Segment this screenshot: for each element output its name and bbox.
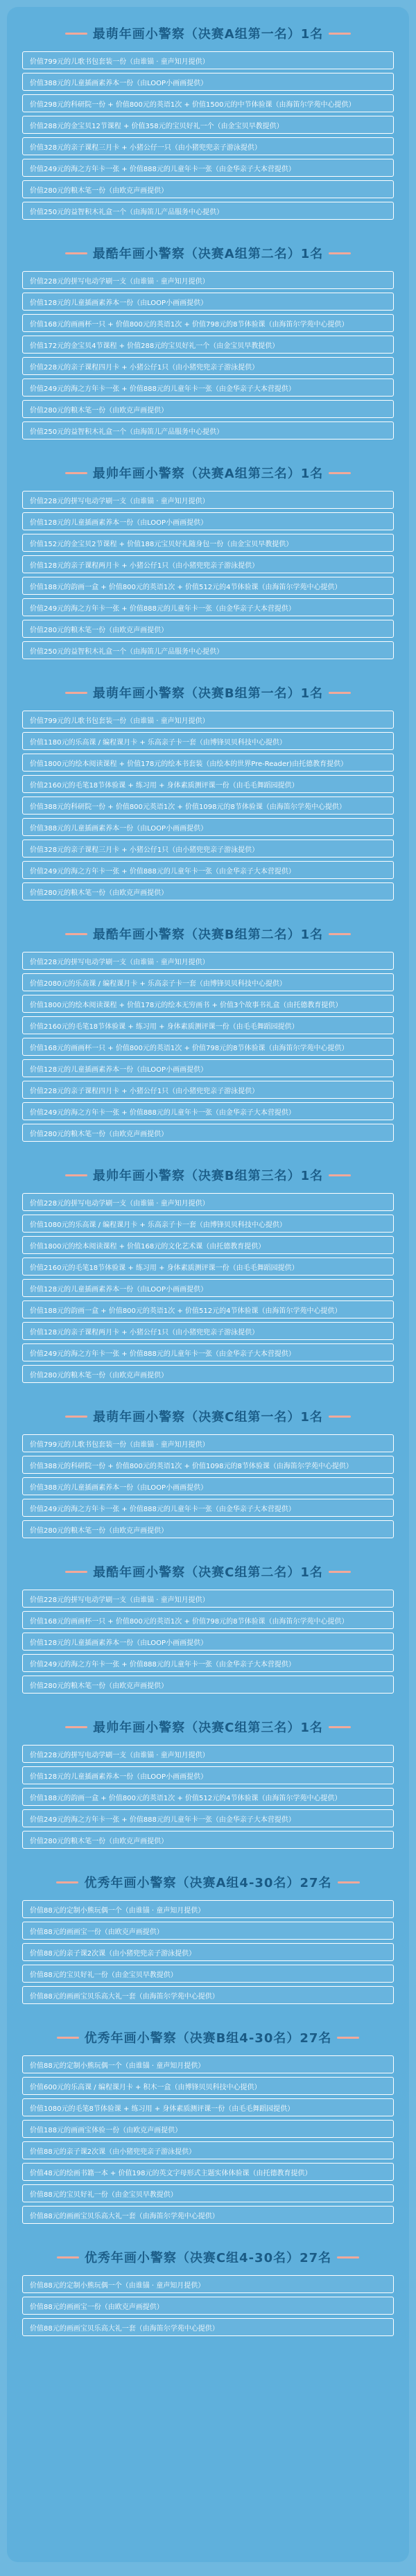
section-gap: [15, 1694, 401, 1709]
prize-item: 价值280元的粮木笔一份（由欧克声画提供）: [22, 620, 394, 638]
prize-item: 价值168元的画画杯一只 + 价值800元的英语1次 + 价值798元的8节体验课（由海笛尔学苑中心提供）: [22, 1611, 394, 1629]
prize-item: 价值228元的拼写电动学刷一支（由谁锚 · 童声知月提供）: [22, 1745, 394, 1763]
section-gap: [15, 1849, 401, 1864]
section-title-row: [15, 1157, 401, 1193]
prize-item: 价值2080元的乐高课 / 编程课月卡 + 乐高亲子卡一套（由博锋贝贝科技中心提供）: [22, 973, 394, 991]
prize-item: 价值288元的金宝贝12节课程 + 价值358元的宝贝好礼一个（由金宝贝早教提供）: [22, 116, 394, 134]
section-title-row: [15, 1554, 401, 1590]
prize-section: [15, 1157, 401, 1398]
prize-items-list: [15, 51, 401, 220]
prize-item: 价值128元的儿童插画素养本一份（由LOOP小画画提供）: [22, 1279, 394, 1297]
section-title: 最萌年画小警察（决赛B组第一名）1名: [92, 686, 324, 701]
prize-item: 价值250元的益智积木礼盒一个（由海笛儿产品服务中心提供）: [22, 421, 394, 440]
title-divider-left: [65, 1416, 87, 1418]
prize-item: 价值388元的儿童插画素养本一份（由LOOP小画画提供）: [22, 73, 394, 91]
prize-items-list: [15, 1900, 401, 2004]
title-divider-left: [65, 692, 87, 694]
prize-item: 价值1080元的毛笔8节体验课 + 练习用 + 身体素质测评课一份（由毛毛舞蹈园提供）: [22, 2098, 394, 2116]
prize-item: 价值188元的韵画一盒 + 价值800元的英语1次 + 价值512元的4节体验课（由海笛尔学苑中心提供）: [22, 1788, 394, 1806]
prize-item: 价值88元的亲子课2次课（由小猪兜兜亲子游泳提供）: [22, 2141, 394, 2159]
section-title-row: [15, 1398, 401, 1434]
section-title: 最萌年画小警察（决赛C组第一名）1名: [93, 1410, 323, 1425]
section-gap: [15, 220, 401, 235]
section-title: 最帅年画小警察（决赛B组第三名）1名: [92, 1169, 324, 1183]
prize-item: 价值249元的海之方年卡一张 + 价值888元的儿童年卡一张（由金华亲子大本营提供）: [22, 159, 394, 177]
prize-item: 价值88元的画画宝一份（由欧克声画提供）: [22, 2297, 394, 2315]
prize-items-list: [15, 1745, 401, 1849]
section-title: 最帅年画小警察（决赛C组第三名）1名: [93, 1721, 323, 1735]
prize-item: 价值188元的韵画一盒 + 价值800元的英语1次 + 价值512元的4节体验课（由海笛尔学苑中心提供）: [22, 1300, 394, 1319]
section-title-row: [15, 2239, 401, 2275]
prize-item: 价值249元的海之方年卡一张 + 价值888元的儿童年卡一张（由金华亲子大本营提供）: [22, 1343, 394, 1361]
title-divider-right: [337, 2256, 359, 2259]
prize-items-list: [15, 2055, 401, 2224]
prize-item: 价值249元的海之方年卡一张 + 价值888元的儿童年卡一张（由金华亲子大本营提供）: [22, 1499, 394, 1517]
section-gap: [15, 659, 401, 675]
prize-item: 价值249元的海之方年卡一张 + 价值888元的儿童年卡一张（由金华亲子大本营提供）: [22, 861, 394, 879]
prize-item: 价值250元的益智积木礼盒一个（由海笛儿产品服务中心提供）: [22, 202, 394, 220]
section-title-row: [15, 15, 401, 51]
prize-item: 价值298元的科研院一份 + 价值800元的英语1次 + 价值1500元的中节体验课（由海笛尔学苑中心提供）: [22, 94, 394, 112]
section-gap: [15, 440, 401, 455]
prize-item: 价值88元的画画宝贝乐高大礼一套（由海笛尔学苑中心提供）: [22, 1986, 394, 2004]
prize-item: 价值1080元的乐高课 / 编程课月卡 + 乐高亲子卡一套（由博锋贝贝科技中心提供）: [22, 1215, 394, 1233]
prize-item: 价值249元的海之方年卡一张 + 价值888元的儿童年卡一张（由金华亲子大本营提供）: [22, 1102, 394, 1120]
prize-item: 价值328元的亲子课程三月卡 + 小猪公仔一只（由小猪兜兜亲子游泳提供）: [22, 137, 394, 155]
prize-item: 价值799元的儿歌书包套装一份（由谁锚 · 童声知月提供）: [22, 711, 394, 729]
section-gap: [15, 1142, 401, 1157]
title-divider-left: [57, 2037, 79, 2039]
prize-section: [15, 2019, 401, 2239]
prize-item: 价值88元的画画宝一份（由欧克声画提供）: [22, 1922, 394, 1940]
prize-item: 价值172元的金宝贝4节课程 + 价值288元的宝贝好礼一个（由金宝贝早教提供）: [22, 336, 394, 354]
title-divider-left: [65, 1174, 87, 1176]
title-divider-left: [65, 252, 87, 254]
prize-section: [15, 1864, 401, 2019]
prize-list-panel: [7, 7, 409, 2562]
prize-item: 价值1180元的乐高课 / 编程课月卡 + 乐高亲子卡一套（由博锋贝贝科技中心提供）: [22, 732, 394, 750]
prize-items-list: [15, 491, 401, 659]
section-title-row: [15, 1709, 401, 1745]
prize-item: 价值799元的儿歌书包套装一份（由谁锚 · 童声知月提供）: [22, 1434, 394, 1452]
section-title: 最帅年画小警察（决赛A组第三名）1名: [92, 467, 324, 481]
prize-item: 价值1800元的绘本阅读课程 + 价值178元的绘本无穷画书 + 价值3个故事书礼盒（由托德教育提供）: [22, 995, 394, 1013]
prize-item: 价值600元的乐高课 / 编程课月卡 + 积木一盒（由博锋贝贝科技中心提供）: [22, 2077, 394, 2095]
prize-section: [15, 2239, 401, 2351]
title-divider-right: [329, 252, 351, 254]
prize-item: 价值388元的科研院一份 + 价值800元的英语1次 + 价值1098元的8节体验课（由海笛尔学苑中心提供）: [22, 1456, 394, 1474]
prize-items-list: [15, 1193, 401, 1383]
section-gap: [15, 2336, 401, 2351]
section-title: 优秀年画小警察（决赛A组4-30名）27名: [84, 1876, 332, 1890]
prize-item: 价值249元的海之方年卡一张 + 价值888元的儿童年卡一张（由金华亲子大本营提供）: [22, 1654, 394, 1672]
prize-item: 价值188元的画画宝体验一份（由欧克声画提供）: [22, 2120, 394, 2138]
section-gap: [15, 2004, 401, 2019]
prize-item: 价值88元的宝贝好礼一份（由金宝贝早教提供）: [22, 2184, 394, 2202]
section-title-row: [15, 675, 401, 711]
prize-item: 价值280元的粮木笔一份（由欧克声画提供）: [22, 1676, 394, 1694]
title-divider-right: [337, 2037, 359, 2039]
prize-item: 价值250元的益智积木礼盒一个（由海笛儿产品服务中心提供）: [22, 641, 394, 659]
prize-items-list: [15, 1434, 401, 1538]
prize-item: 价值88元的亲子课2次课（由小猪兜兜亲子游泳提供）: [22, 1943, 394, 1961]
prize-item: 价值388元的儿童插画素养本一份（由LOOP小画画提供）: [22, 818, 394, 836]
prize-item: 价值2160元的毛笔18节体验课 + 练习用 + 身体素质测评课一份（由毛毛舞蹈园提供）: [22, 1257, 394, 1276]
section-title-row: [15, 2019, 401, 2055]
title-divider-right: [329, 1571, 351, 1573]
prize-items-list: [15, 2275, 401, 2336]
prize-item: 价值128元的儿童插画素养本一份（由LOOP小画画提供）: [22, 1633, 394, 1651]
prize-item: 价值228元的拼写电动学刷一支（由谁锚 · 童声知月提供）: [22, 1193, 394, 1211]
prize-item: 价值88元的宝贝好礼一份（由金宝贝早教提供）: [22, 1965, 394, 1983]
prize-item: 价值388元的科研院一份 + 价值800元英语1次 + 价值1098元的8节体验课（由海笛尔学苑中心提供）: [22, 797, 394, 815]
prize-item: 价值280元的粮木笔一份（由欧克声画提供）: [22, 400, 394, 418]
prize-item: 价值280元的粮木笔一份（由欧克声画提供）: [22, 180, 394, 198]
prize-item: 价值388元的儿童插画素养本一份（由LOOP小画画提供）: [22, 1477, 394, 1495]
section-title: 最酷年画小警察（决赛C组第二名）1名: [93, 1565, 323, 1580]
prize-item: 价值249元的海之方年卡一张 + 价值888元的儿童年卡一张（由金华亲子大本营提供）: [22, 598, 394, 616]
prize-section: [15, 1709, 401, 1864]
section-gap: [15, 1538, 401, 1554]
prize-item: 价值128元的亲子课程两月卡 + 小猪公仔1只（由小猪兜兜亲子游泳提供）: [22, 555, 394, 573]
prize-item: 价值280元的粮木笔一份（由欧克声画提供）: [22, 1520, 394, 1538]
section-title-row: [15, 235, 401, 271]
prize-item: 价值128元的儿童插画素养本一份（由LOOP小画画提供）: [22, 512, 394, 530]
prize-items-list: [15, 952, 401, 1142]
prize-item: 价值280元的粮木笔一份（由欧克声画提供）: [22, 1365, 394, 1383]
prize-item: 价值152元的金宝贝2节课程 + 价值188元宝贝好礼随身包一份（由金宝贝早教提供）: [22, 534, 394, 552]
prize-section: [15, 675, 401, 916]
prize-item: 价值168元的画画杯一只 + 价值800元的英语1次 + 价值798元的8节体验课（由海笛尔学苑中心提供）: [22, 314, 394, 332]
prize-item: 价值2160元的毛笔18节体验课 + 练习用 + 身体素质测评课一份（由毛毛舞蹈园提供）: [22, 1016, 394, 1034]
title-divider-left: [65, 1571, 87, 1573]
section-title-row: [15, 916, 401, 952]
section-gap: [15, 2224, 401, 2239]
title-divider-right: [329, 1726, 351, 1728]
prize-item: 价值280元的粮木笔一份（由欧克声画提供）: [22, 1124, 394, 1142]
prize-item: 价值1800元的绘本阅读课程 + 价值178元的绘本书套装（由绘本的世界Pre-Reader)由托德教育提供）: [22, 754, 394, 772]
section-title-row: [15, 455, 401, 491]
section-title: 最萌年画小警察（决赛A组第一名）1名: [92, 27, 324, 42]
prize-item: 价值188元的韵画一盒 + 价值800元的英语1次 + 价值512元的4节体验课（由海笛尔学苑中心提供）: [22, 577, 394, 595]
section-gap: [15, 1383, 401, 1398]
prize-item: 价值88元的定制小熊玩偶一个（由谁锚 · 童声知月提供）: [22, 2055, 394, 2073]
title-divider-right: [329, 1174, 351, 1176]
prize-item: 价值799元的儿歌书包套装一份（由谁锚 · 童声知月提供）: [22, 51, 394, 69]
prize-item: 价值228元的亲子课程四月卡 + 小猪公仔1只（由小猪兜兜亲子游泳提供）: [22, 1081, 394, 1099]
section-gap: [15, 900, 401, 916]
section-title-row: [15, 1864, 401, 1900]
prize-item: 价值228元的拼写电动学刷一支（由谁锚 · 童声知月提供）: [22, 491, 394, 509]
prize-item: 价值88元的定制小熊玩偶一个（由谁锚 · 童声知月提供）: [22, 2275, 394, 2293]
section-title: 最酷年画小警察（决赛A组第二名）1名: [92, 247, 324, 261]
prize-item: 价值48元的绘画书籍一本 + 价值198元的英文字母形式主题实体体验课（由托德教育提供）: [22, 2163, 394, 2181]
prize-items-list: [15, 711, 401, 900]
prize-item: 价值249元的海之方年卡一张 + 价值888元的儿童年卡一张（由金华亲子大本营提供）: [22, 1809, 394, 1827]
section-title: 最酷年画小警察（决赛B组第二名）1名: [92, 928, 324, 942]
section-title: 优秀年画小警察（决赛B组4-30名）27名: [84, 2031, 332, 2046]
title-divider-right: [329, 933, 351, 935]
prize-section: [15, 235, 401, 455]
title-divider-left: [56, 1881, 78, 1883]
prize-item: 价值128元的亲子课程两月卡 + 小猪公仔1只（由小猪兜兜亲子游泳提供）: [22, 1322, 394, 1340]
prize-item: 价值88元的定制小熊玩偶一个（由谁锚 · 童声知月提供）: [22, 1900, 394, 1918]
prize-item: 价值228元的亲子课程四月卡 + 小猪公仔1只（由小猪兜兜亲子游泳提供）: [22, 357, 394, 375]
prize-item: 价值168元的画画杯一只 + 价值800元的英语1次 + 价值798元的8节体验课（由海笛尔学苑中心提供）: [22, 1038, 394, 1056]
prize-item: 价值228元的拼写电动学刷一支（由谁锚 · 童声知月提供）: [22, 271, 394, 289]
prize-section: [15, 15, 401, 235]
title-divider-left: [65, 33, 87, 35]
title-divider-left: [65, 472, 87, 474]
prize-item: 价值228元的拼写电动学刷一支（由谁锚 · 童声知月提供）: [22, 1590, 394, 1608]
title-divider-left: [65, 1726, 87, 1728]
title-divider-left: [57, 2256, 79, 2259]
title-divider-right: [329, 472, 351, 474]
prize-item: 价值128元的儿童插画素养本一份（由LOOP小画画提供）: [22, 1766, 394, 1784]
prize-item: 价值1800元的绘本阅读课程 + 价值168元的文化艺术课（由托德教育提供）: [22, 1236, 394, 1254]
prize-items-list: [15, 1590, 401, 1694]
title-divider-right: [329, 1416, 351, 1418]
title-divider-right: [338, 1881, 360, 1883]
title-divider-left: [65, 933, 87, 935]
prize-item: 价值280元的粮木笔一份（由欧克声画提供）: [22, 882, 394, 900]
title-divider-right: [329, 692, 351, 694]
prize-item: 价值88元的画画宝贝乐高大礼一套（由海笛尔学苑中心提供）: [22, 2206, 394, 2224]
prize-item: 价值128元的儿童插画素养本一份（由LOOP小画画提供）: [22, 293, 394, 311]
section-title: 优秀年画小警察（决赛C组4-30名）27名: [84, 2251, 332, 2265]
prize-item: 价值2160元的毛笔18节体验课 + 练习用 + 身体素质测评课一份（由毛毛舞蹈园提供）: [22, 775, 394, 793]
prize-item: 价值249元的海之方年卡一张 + 价值888元的儿童年卡一张（由金华亲子大本营提供）: [22, 378, 394, 397]
prize-items-list: [15, 271, 401, 440]
title-divider-right: [329, 33, 351, 35]
prize-section: [15, 916, 401, 1157]
prize-item: 价值228元的拼写电动学刷一支（由谁锚 · 童声知月提供）: [22, 952, 394, 970]
prize-item: 价值128元的儿童插画素养本一份（由LOOP小画画提供）: [22, 1059, 394, 1077]
prize-item: 价值328元的亲子课程三月卡 + 小猪公仔1只（由小猪兜兜亲子游泳提供）: [22, 839, 394, 858]
prize-section: [15, 1398, 401, 1554]
prize-item: 价值88元的画画宝贝乐高大礼一套（由海笛尔学苑中心提供）: [22, 2318, 394, 2336]
prize-section: [15, 1554, 401, 1709]
prize-section: [15, 455, 401, 675]
prize-item: 价值280元的粮木笔一份（由欧克声画提供）: [22, 1831, 394, 1849]
